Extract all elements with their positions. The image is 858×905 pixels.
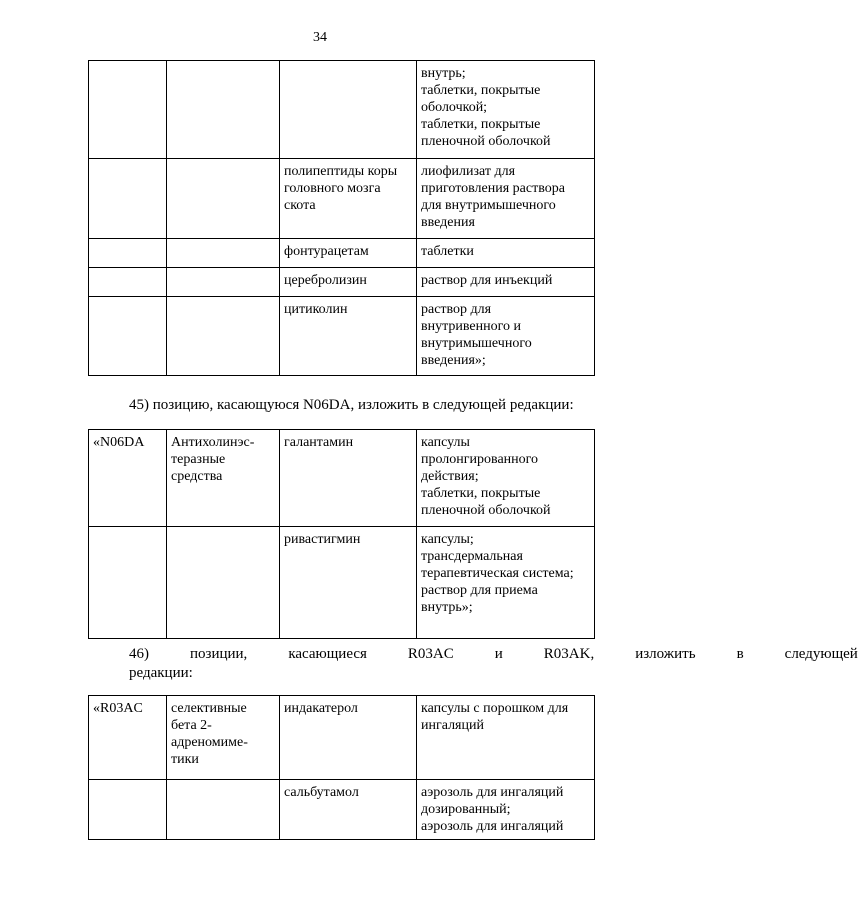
cell-line: таблетки [421, 244, 474, 259]
cell-line: галантамин [284, 435, 354, 450]
table-cell [280, 61, 417, 159]
instruction-paragraph-46 [88, 645, 858, 683]
cell-line: для внутримышечного [421, 198, 556, 213]
table-cell [167, 696, 280, 780]
table-cell [280, 527, 417, 639]
table-cell [167, 430, 280, 527]
cell-line: введения [421, 215, 475, 230]
table-row [89, 239, 595, 268]
cell-line: внутривенного и [421, 319, 521, 334]
table-cell [167, 239, 280, 268]
cell-line: теразные [171, 452, 226, 467]
word: 46) [129, 646, 149, 662]
cell-line: селективные [171, 701, 247, 716]
cell-line: бета 2- [171, 718, 212, 733]
table-cell [89, 527, 167, 639]
table-cell [417, 159, 595, 239]
cell-line: внутрь»; [421, 600, 473, 615]
cell-line: дозированный; [421, 802, 511, 817]
table-cell [167, 780, 280, 840]
table-cell [89, 239, 167, 268]
word: и [494, 646, 503, 662]
word: следующей [784, 646, 858, 662]
cell-line: пленочной оболочкой [421, 503, 551, 518]
cell-line: капсулы с порошком для [421, 701, 569, 716]
cell-line: аэрозоль для ингаляций [421, 785, 564, 800]
cell-line: раствор для инъекций [421, 273, 553, 288]
table-cell [280, 430, 417, 527]
table-row [89, 696, 595, 780]
table-cell [89, 780, 167, 840]
table-cell [89, 696, 167, 780]
cell-line: церебролизин [284, 273, 367, 288]
table-row [89, 430, 595, 527]
paragraph-46-line-2: редакции: [129, 665, 193, 681]
cell-line: Антихолинэс- [171, 435, 255, 450]
table-cell [280, 268, 417, 297]
cell-line: скота [284, 198, 316, 213]
paragraph-46-line-1 [88, 645, 858, 664]
table-cell [89, 61, 167, 159]
cell-line: фонтурацетам [284, 244, 369, 259]
drug-table-continued [88, 60, 595, 376]
table-row [89, 780, 595, 840]
instruction-paragraph-45: 45) позицию, касающуюся N06DA, изложить в следующей редакции: [129, 397, 574, 413]
cell-line: оболочкой; [421, 100, 488, 115]
word: позиции, [190, 646, 248, 662]
table-cell [280, 696, 417, 780]
drug-table-n06da [88, 429, 595, 639]
table-cell [89, 430, 167, 527]
word: в [736, 646, 744, 662]
word: R03AC [407, 646, 454, 662]
word: изложить [635, 646, 696, 662]
table-cell [417, 780, 595, 840]
cell-line: капсулы; [421, 532, 474, 547]
cell-line: пленочной оболочкой [421, 134, 551, 149]
table-cell [167, 159, 280, 239]
table-row [89, 297, 595, 376]
cell-line: «R03AC [93, 701, 143, 716]
table-cell [167, 268, 280, 297]
cell-line: индакатерол [284, 701, 358, 716]
cell-line: средства [171, 469, 223, 484]
cell-line: таблетки, покрытые [421, 117, 541, 132]
table-cell [167, 61, 280, 159]
cell-line: «N06DA [93, 435, 145, 450]
table-cell [417, 268, 595, 297]
cell-line: адреномиме- [171, 735, 248, 750]
cell-line: тики [171, 752, 199, 767]
page-number: 34 [313, 30, 327, 45]
cell-line: сальбутамол [284, 785, 359, 800]
table-cell [417, 527, 595, 639]
cell-line: ингаляций [421, 718, 484, 733]
table-cell [89, 159, 167, 239]
cell-line: цитиколин [284, 302, 348, 317]
cell-line: действия; [421, 469, 479, 484]
table-cell [280, 239, 417, 268]
table-cell [280, 159, 417, 239]
table-cell [89, 297, 167, 376]
cell-line: пролонгированного [421, 452, 539, 467]
cell-line: терапевтическая система; [421, 566, 574, 581]
cell-line: приготовления раствора [421, 181, 565, 196]
cell-line: таблетки, покрытые [421, 486, 541, 501]
table-cell [417, 239, 595, 268]
table-cell [417, 430, 595, 527]
table-cell [417, 297, 595, 376]
table-cell [167, 527, 280, 639]
cell-line: таблетки, покрытые [421, 83, 541, 98]
table-cell [417, 696, 595, 780]
cell-line: ривастигмин [284, 532, 361, 547]
cell-line: аэрозоль для ингаляций [421, 819, 564, 834]
cell-line: внутримышечного [421, 336, 532, 351]
table-cell [280, 780, 417, 840]
cell-line: раствор для приема [421, 583, 538, 598]
table-cell [417, 61, 595, 159]
cell-line: трансдермальная [421, 549, 523, 564]
table-row [89, 61, 595, 159]
cell-line: раствор для [421, 302, 492, 317]
cell-line: лиофилизат для [421, 164, 516, 179]
table-row [89, 159, 595, 239]
table-row [89, 268, 595, 297]
word: касающиеся [288, 646, 367, 662]
word: R03AK, [543, 646, 595, 662]
cell-line: капсулы [421, 435, 470, 450]
drug-table-r03ac [88, 695, 595, 840]
table-cell [167, 297, 280, 376]
cell-line: внутрь; [421, 66, 466, 81]
cell-line: полипептиды коры [284, 164, 398, 179]
table-cell [89, 268, 167, 297]
cell-line: введения»; [421, 353, 486, 368]
cell-line: головного мозга [284, 181, 381, 196]
table-cell [280, 297, 417, 376]
table-row [89, 527, 595, 639]
